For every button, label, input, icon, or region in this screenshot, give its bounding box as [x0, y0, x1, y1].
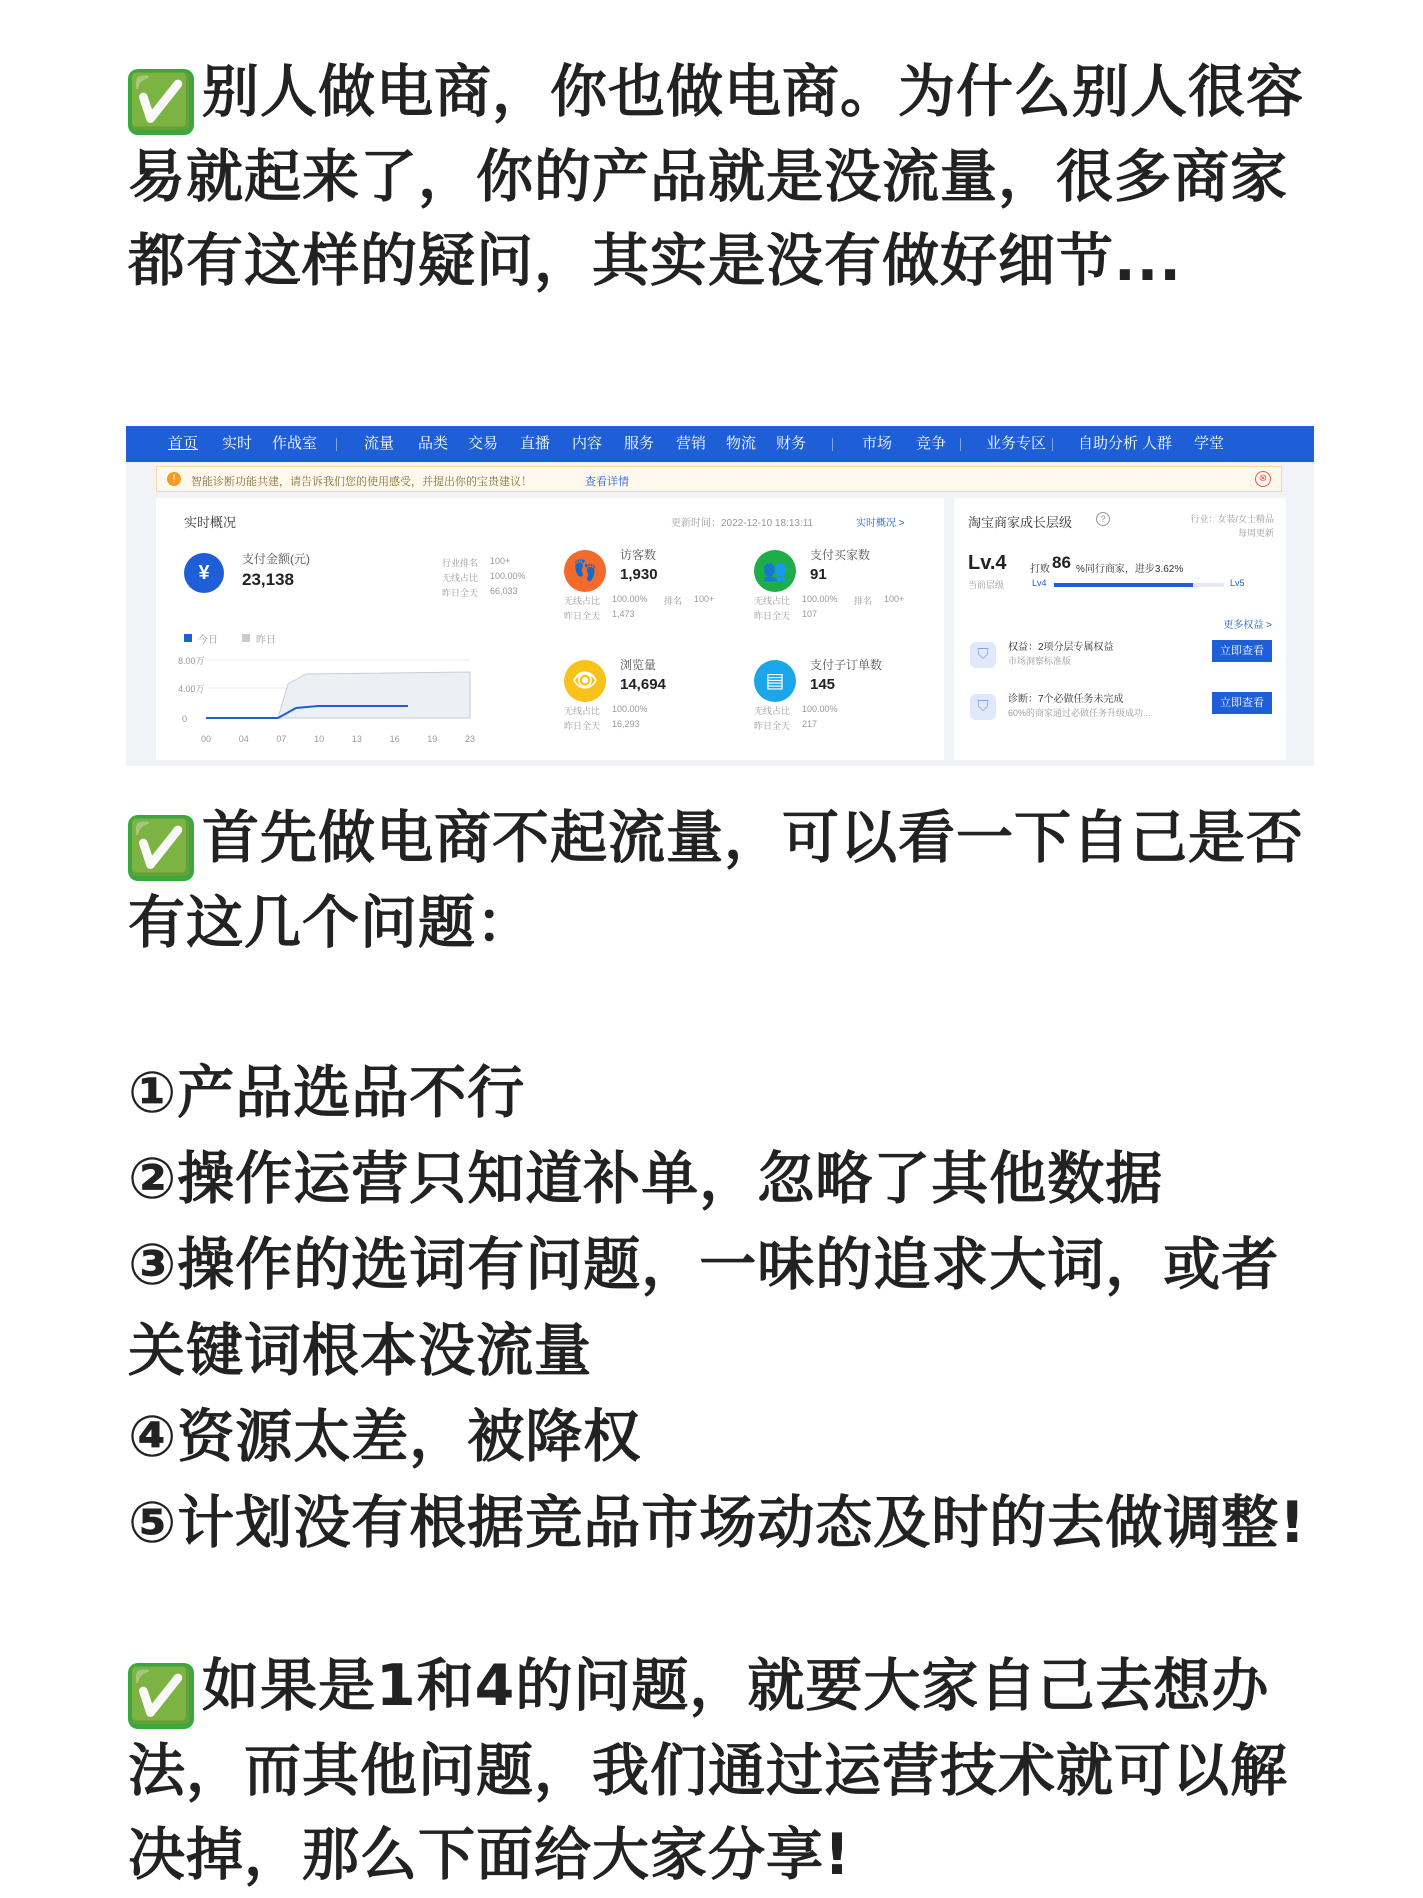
pay-amount-label: 支付金额(元) — [242, 552, 310, 566]
shield-icon: ⛉ — [970, 694, 996, 720]
intro-paragraph — [128, 50, 1308, 303]
problem-text: 操作运营只知道补单，忽略了其他数据 — [177, 1146, 1164, 1212]
visitors-icon: 👣 — [564, 550, 606, 592]
view-now-button[interactable]: 立即查看 — [1212, 692, 1272, 714]
progress-to: Lv5 — [1230, 578, 1245, 588]
nav-item[interactable]: 财务 — [776, 435, 807, 452]
legend-today: 今日 — [198, 635, 218, 646]
views-icon: 👁 — [564, 660, 606, 702]
yuan-icon: ¥ — [184, 553, 224, 593]
problem-list — [128, 1050, 1308, 1566]
metric-stat: 无线占比 — [754, 596, 791, 606]
industry: 行业：女装/女士精品 — [1190, 514, 1274, 524]
x-tick: 19 — [427, 734, 438, 744]
more-benefits-link[interactable]: 更多权益 > — [1223, 620, 1272, 631]
problem-item — [128, 1222, 1308, 1394]
problem-item — [128, 1480, 1308, 1566]
legend-yesterday: 昨日 — [256, 635, 276, 646]
x-axis-ticks — [201, 734, 475, 744]
stat-label: 昨日全天 — [442, 588, 479, 598]
problem-item — [128, 1136, 1308, 1222]
metric-stat: 昨日全天 — [754, 721, 791, 731]
legend-yesterday-swatch — [242, 634, 250, 642]
metric-stat: 100.00% — [612, 704, 648, 714]
conclusion-text: 如果是1和4的问题，就要大家自己去想办法，而其他问题，我们通过运营技术就可以解决掉，那么下面给大家分享! — [128, 1653, 1288, 1888]
growth-title: 淘宝商家成长层级 — [968, 515, 1073, 530]
stat-value: 100.00% — [490, 571, 526, 581]
problem-text: 产品选品不行 — [177, 1060, 526, 1126]
notice-text: 智能诊断功能共建，请告诉我们您的使用感受，并提出你的宝贵建议！ — [191, 476, 532, 488]
metric-stat: 无线占比 — [564, 596, 601, 606]
problem-text: 操作的选词有问题，一味的追求大词，或者关键词根本没流量 — [128, 1232, 1280, 1384]
warning-icon: ! — [167, 472, 181, 486]
nav-item[interactable]: 人群 — [1142, 435, 1173, 452]
nav-divider — [960, 438, 961, 451]
orders-label: 支付子订单数 — [810, 658, 883, 672]
view-now-button[interactable]: 立即查看 — [1212, 640, 1272, 662]
x-tick: 23 — [465, 734, 476, 744]
metric-stat: 1,473 — [612, 609, 635, 619]
nav-divider — [832, 438, 833, 451]
visitors-value: 1,930 — [620, 566, 658, 583]
nav-item[interactable]: 营销 — [676, 435, 707, 452]
shield-icon: ⛉ — [970, 642, 996, 668]
nav-item[interactable]: 物流 — [726, 435, 757, 452]
nav-item[interactable]: 流量 — [364, 435, 395, 452]
beat-suffix: %同行商家，进步3.62% — [1076, 564, 1184, 575]
metric-stat: 100.00% — [612, 594, 648, 604]
x-tick: 10 — [314, 734, 325, 744]
realtime-card — [156, 498, 944, 760]
nav-item[interactable]: 直播 — [520, 435, 551, 452]
buyers-label: 支付买家数 — [810, 548, 871, 562]
top-nav — [126, 426, 1314, 462]
growth-item-desc: 市场洞察标准版 — [1008, 656, 1072, 666]
nav-item[interactable]: 作战室 — [272, 435, 318, 452]
growth-item-title: 权益：2项分层专属权益 — [1008, 642, 1114, 653]
metric-stat: 100+ — [884, 594, 905, 604]
metric-stat: 无线占比 — [564, 706, 601, 716]
level-progress-track — [1054, 583, 1224, 587]
nav-item[interactable]: 自助分析 — [1078, 435, 1139, 452]
problem-item — [128, 1394, 1308, 1480]
views-value: 14,694 — [620, 676, 666, 693]
nav-item[interactable]: 竞争 — [916, 435, 947, 452]
realtime-link[interactable]: 实时概况 > — [856, 518, 905, 529]
metric-stat: 昨日全天 — [564, 611, 601, 621]
nav-item[interactable]: 品类 — [418, 435, 449, 452]
stat-value: 100+ — [490, 556, 511, 566]
check-icon: ✅ — [128, 69, 194, 135]
section2-paragraph — [128, 796, 1308, 965]
metric-stat: 无线占比 — [754, 706, 791, 716]
check-icon: ✅ — [128, 815, 194, 881]
stat-label: 行业排名 — [442, 558, 479, 568]
section2-text: 首先做电商不起流量，可以看一下自己是否有这几个问题： — [128, 805, 1304, 956]
growth-item-desc: 60%的商家通过必做任务升级成功... — [1008, 708, 1151, 718]
metric-stat: 昨日全天 — [564, 721, 601, 731]
views-label: 浏览量 — [620, 658, 657, 672]
y-tick: 4.00万 — [178, 684, 205, 694]
problem-item — [128, 1050, 1308, 1136]
metric-stat: 昨日全天 — [754, 611, 791, 621]
conclusion-paragraph — [128, 1644, 1308, 1897]
level-value: Lv.4 — [968, 552, 1007, 574]
beat-prefix: 打败 — [1030, 564, 1050, 575]
buyers-value: 91 — [810, 566, 827, 583]
problem-number: ⑤ — [128, 1490, 178, 1556]
pay-amount-value: 23,138 — [242, 570, 294, 589]
metric-stat: 排名 — [854, 596, 873, 606]
close-icon[interactable]: ⊗ — [1255, 471, 1271, 487]
metric-stat: 排名 — [664, 596, 683, 606]
notice-link[interactable]: 查看详情 — [585, 476, 629, 488]
problem-number: ① — [128, 1060, 178, 1126]
update-freq: 每周更新 — [1237, 528, 1274, 538]
trend-chart — [178, 654, 478, 758]
growth-item-title: 诊断：7个必做任务未完成 — [1008, 694, 1124, 705]
nav-item[interactable]: 首页 — [168, 435, 199, 452]
metric-stat: 100.00% — [802, 704, 838, 714]
x-tick: 13 — [351, 734, 362, 744]
buyers-icon: 👥 — [754, 550, 796, 592]
check-icon: ✅ — [128, 1663, 194, 1729]
x-tick: 04 — [238, 734, 249, 744]
nav-divider — [1052, 438, 1053, 451]
y-tick: 8.00万 — [178, 656, 205, 666]
x-tick: 07 — [276, 734, 287, 744]
help-icon[interactable]: ? — [1096, 512, 1110, 526]
nav-item[interactable]: 服务 — [624, 435, 655, 452]
nav-item[interactable]: 市场 — [862, 435, 893, 452]
beat-value: 86 — [1052, 553, 1071, 572]
orders-icon: ▤ — [754, 660, 796, 702]
nav-item[interactable]: 交易 — [468, 435, 499, 452]
problem-number: ③ — [128, 1232, 178, 1298]
nav-item[interactable]: 实时 — [222, 435, 253, 452]
notice-bar — [156, 466, 1282, 492]
x-tick: 16 — [389, 734, 400, 744]
problem-number: ② — [128, 1146, 178, 1212]
dashboard-screenshot — [126, 426, 1314, 766]
nav-divider — [336, 438, 337, 451]
metric-stat: 107 — [802, 609, 818, 619]
stat-label: 无线占比 — [442, 573, 479, 583]
metric-stat: 16,293 — [612, 719, 640, 729]
legend-today-swatch — [184, 634, 192, 642]
visitors-label: 访客数 — [620, 548, 657, 562]
nav-item[interactable]: 学堂 — [1194, 435, 1225, 452]
metric-stat: 100.00% — [802, 594, 838, 604]
problem-number: ④ — [128, 1404, 178, 1470]
x-tick: 00 — [201, 734, 212, 744]
growth-card — [954, 498, 1286, 760]
metric-stat: 217 — [802, 719, 818, 729]
intro-text: 别人做电商，你也做电商。为什么别人很容易就起来了，你的产品就是没流量，很多商家都有这样的疑问，其实是没有做好细节... — [128, 59, 1304, 294]
card-title: 实时概况 — [184, 515, 237, 530]
nav-item[interactable]: 业务专区 — [986, 435, 1047, 452]
current-level-label: 当前层级 — [968, 580, 1005, 590]
yesterday-area — [206, 672, 470, 718]
metric-stat: 100+ — [694, 594, 715, 604]
stat-value: 66,033 — [490, 586, 518, 596]
orders-value: 145 — [810, 676, 836, 693]
update-time: 更新时间：2022-12-10 18:13:11 — [671, 518, 814, 529]
y-tick: 0 — [182, 714, 188, 724]
level-progress-fill — [1054, 583, 1193, 587]
progress-from: Lv4 — [1032, 578, 1047, 588]
problem-text: 资源太差，被降权 — [177, 1404, 642, 1470]
problem-text: 计划没有根据竞品市场动态及时的去做调整! — [177, 1490, 1307, 1556]
nav-item[interactable]: 内容 — [572, 435, 603, 452]
